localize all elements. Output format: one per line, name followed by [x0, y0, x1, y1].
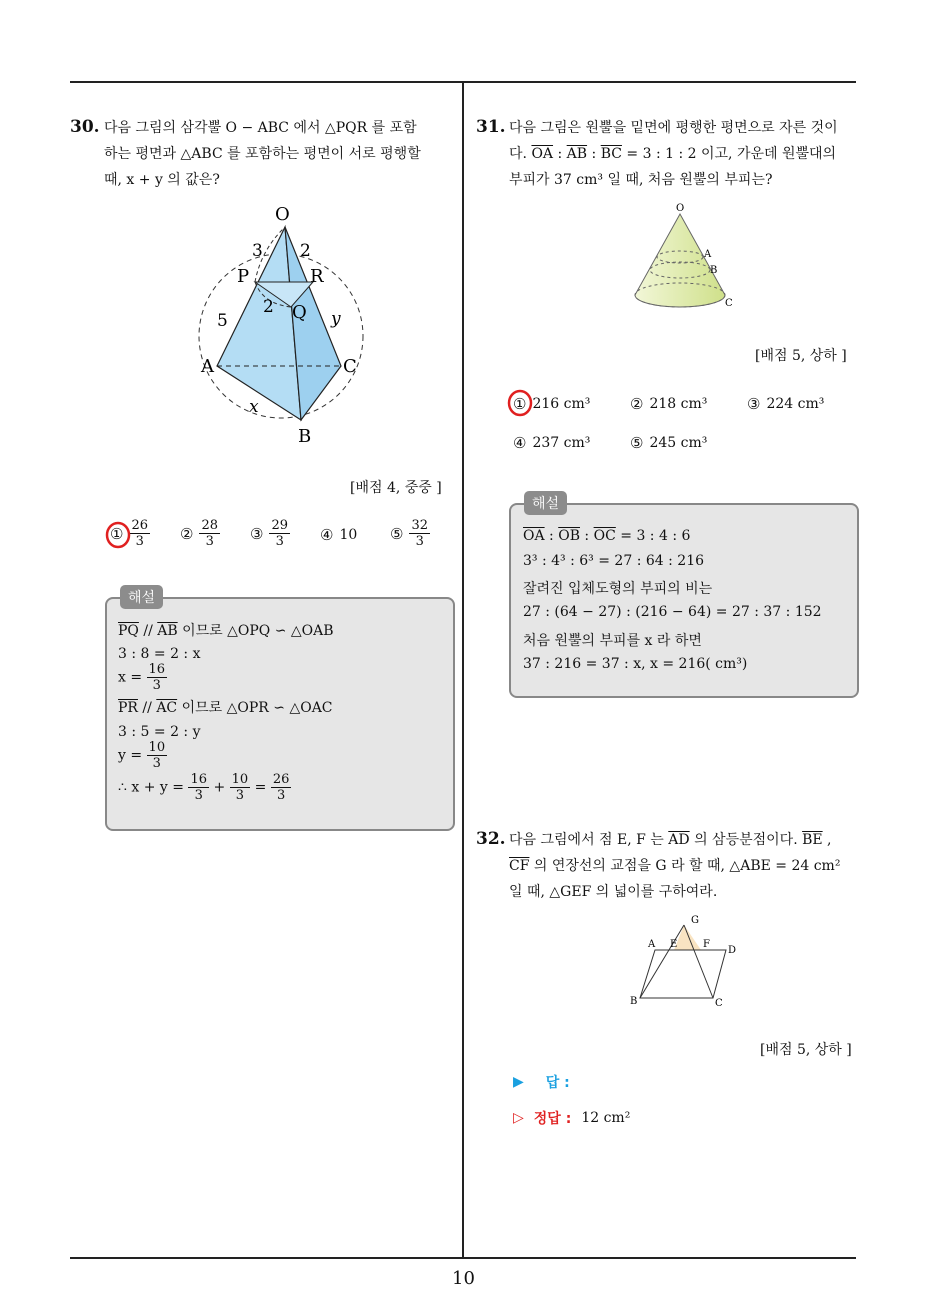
q30-sol-line6: y = $\frac{10}{3}$: [118, 740, 166, 771]
q31-label-C: C: [725, 298, 733, 309]
q30-choice-2[interactable]: [180, 518, 220, 549]
q32-line2: $\overline{CF}$ 의 연장선의 교점을 G 라 할 때, △ABE = 24 cm²: [509, 858, 841, 874]
q32-label-D: D: [728, 945, 737, 956]
q30-choice-4-value: 10: [339, 527, 358, 543]
q32-answer-row[interactable]: [513, 1072, 570, 1092]
q31-choice-5-value: 245 cm³: [649, 435, 708, 451]
q30-sol-line7: ∴ x + y = $\frac{16}{3}$ + $\frac{10}{3}$ = $\frac{26}{3}$: [118, 772, 290, 803]
q30-choice-2-mark: ②: [180, 524, 194, 543]
q30-choice-3[interactable]: [250, 518, 290, 549]
q31-choice-4-mark: ④: [513, 434, 527, 452]
q30-sol-line5: 3 : 5 = 2 : y: [118, 724, 201, 740]
q31-cone-figure: [625, 200, 745, 315]
q31-score: [배점 5, 상하 ]: [755, 348, 847, 364]
q32-label-C: C: [715, 998, 723, 1009]
q30-line3: 때, x + y 의 값은?: [104, 172, 220, 188]
q30-label-C: C: [343, 356, 357, 377]
q30-choice-1-mark: ①: [110, 524, 124, 543]
q32-question: [509, 827, 859, 905]
q30-len-y: y: [331, 309, 341, 329]
q31-label-A: A: [704, 249, 712, 260]
q30-label-R: R: [310, 266, 324, 287]
q30-choice-3-mark: ③: [250, 524, 264, 543]
q32-line1: 다음 그림에서 점 E, F 는 $\overline{AD}$ 의 삼등분점이다. $\overline{BE}$ ,: [509, 832, 832, 848]
q32-label-E: E: [670, 939, 678, 950]
q32-label-F: F: [703, 939, 710, 950]
q31-choice-1-value: 216 cm³: [532, 396, 591, 412]
q30-label-A: A: [201, 356, 214, 377]
q32-correct-row: [513, 1108, 630, 1128]
q32-correct-value: 12 cm²: [581, 1110, 631, 1126]
q30-sol-line1: $\overline{PQ} // \overline{AB}$ 이므로 △OPQ ∽ △OAB: [118, 623, 334, 639]
q30-line2: 하는 평면과 △ABC 를 포함하는 평면이 서로 평행할: [104, 146, 421, 162]
q30-len-5: 5: [217, 311, 228, 331]
q31-solution-tag: 해설: [524, 491, 567, 515]
q31-number: 31.: [476, 117, 506, 137]
q31-choice-3-mark: ③: [747, 395, 761, 413]
q32-label-A: A: [648, 939, 656, 950]
q30-sol-line4: $\overline{PR} // \overline{AC}$ 이므로 △OPR ∽ △OAC: [118, 700, 333, 716]
q31-choice-1-mark: ①: [513, 395, 527, 413]
q30-label-P: P: [237, 266, 250, 287]
q31-question: [509, 115, 859, 193]
q30-len-3: 3: [252, 241, 263, 261]
q31-choice-2[interactable]: [630, 395, 707, 413]
q30-choice-2-value: $\frac{28}{3}$: [201, 518, 218, 549]
q30-choice-1-value: $\frac{26}{3}$: [131, 518, 148, 549]
q30-len-2-top: 2: [300, 241, 311, 261]
q31-sol-line3: 잘려진 입체도형의 부피의 비는: [523, 581, 713, 597]
q31-choice-5-mark: ⑤: [630, 434, 644, 452]
q31-sol-line6: 37 : 216 = 37 : x, x = 216( cm³): [523, 656, 748, 672]
q32-number: 32.: [476, 829, 506, 849]
q30-label-Q: Q: [292, 302, 307, 323]
q30-sol-line2: 3 : 8 = 2 : x: [118, 646, 201, 662]
q31-selected-circle-icon: [506, 388, 534, 418]
q30-label-B: B: [298, 426, 312, 447]
q30-choice-3-value: $\frac{29}{3}$: [271, 518, 288, 549]
q31-choice-4[interactable]: [513, 434, 590, 452]
q31-line1: 다음 그림은 원뿔을 밑면에 평행한 평면으로 자른 것이: [509, 120, 838, 136]
q32-parallelogram-figure: [625, 910, 745, 1010]
q31-line3: 부피가 37 cm³ 일 때, 처음 원뿔의 부피는?: [509, 172, 773, 188]
page-number: 10: [452, 1268, 475, 1289]
q31-choice-2-value: 218 cm³: [649, 396, 708, 412]
q31-label-B: B: [710, 265, 718, 276]
q30-question: [104, 115, 456, 193]
q30-sol-line3: x = $\frac{16}{3}$: [118, 662, 166, 693]
q32-line3: 일 때, △GEF 의 넓이를 구하여라.: [509, 884, 718, 900]
q30-score: [배점 4, 중중 ]: [350, 480, 442, 496]
q30-selected-circle-icon: [104, 520, 132, 550]
q30-len-x: x: [249, 397, 259, 417]
q32-correct-label: 정답 :: [533, 1111, 572, 1127]
q30-label-O: O: [275, 204, 290, 225]
q32-score: [배점 5, 상하 ]: [760, 1042, 852, 1058]
q30-line1: 다음 그림의 삼각뿔 O − ABC 에서 △PQR 를 포함: [104, 120, 417, 136]
q31-choice-3[interactable]: [747, 395, 824, 413]
q30-solution-tag: 해설: [120, 585, 163, 609]
q30-number: 30.: [70, 117, 100, 137]
q30-choice-5-value: $\frac{32}{3}$: [411, 518, 428, 549]
q30-len-2-mid: 2: [263, 297, 274, 317]
q32-label-B: B: [630, 996, 638, 1007]
q30-pyramid-figure: [195, 200, 365, 450]
q30-choice-4-mark: ④: [320, 526, 334, 544]
q32-label-G: G: [691, 915, 699, 926]
q30-choice-4[interactable]: [320, 526, 357, 544]
q31-sol-line5: 처음 원뿔의 부피를 x 라 하면: [523, 633, 702, 649]
correct-arrow-icon: ▷: [513, 1110, 524, 1126]
q30-choice-5[interactable]: [390, 518, 430, 549]
q31-choice-5[interactable]: [630, 434, 707, 452]
q31-line2: 다. $\overline{OA}$ : $\overline{AB}$ : $\overline{BC} = 3$ : 1 : 2 이고, 가운데 원뿔대의: [509, 146, 837, 162]
q31-choice-3-value: 224 cm³: [766, 396, 825, 412]
q31-label-O: O: [676, 203, 685, 214]
q30-choice-5-mark: ⑤: [390, 524, 404, 543]
q31-choice-4-value: 237 cm³: [532, 435, 591, 451]
answer-arrow-icon: ▶: [513, 1074, 524, 1090]
q31-choice-2-mark: ②: [630, 395, 644, 413]
q32-answer-label: 답 :: [545, 1075, 570, 1091]
q31-sol-line4: 27 : (64 − 27) : (216 − 64) = 27 : 37 : 152: [523, 604, 822, 620]
q31-sol-line1: $\overline{OA}$ : $\overline{OB}$ : $\overline{OC} = 3$ : 4 : 6: [523, 528, 691, 544]
q31-sol-line2: 3³ : 4³ : 6³ = 27 : 64 : 216: [523, 553, 705, 569]
column-divider: [462, 83, 464, 1258]
